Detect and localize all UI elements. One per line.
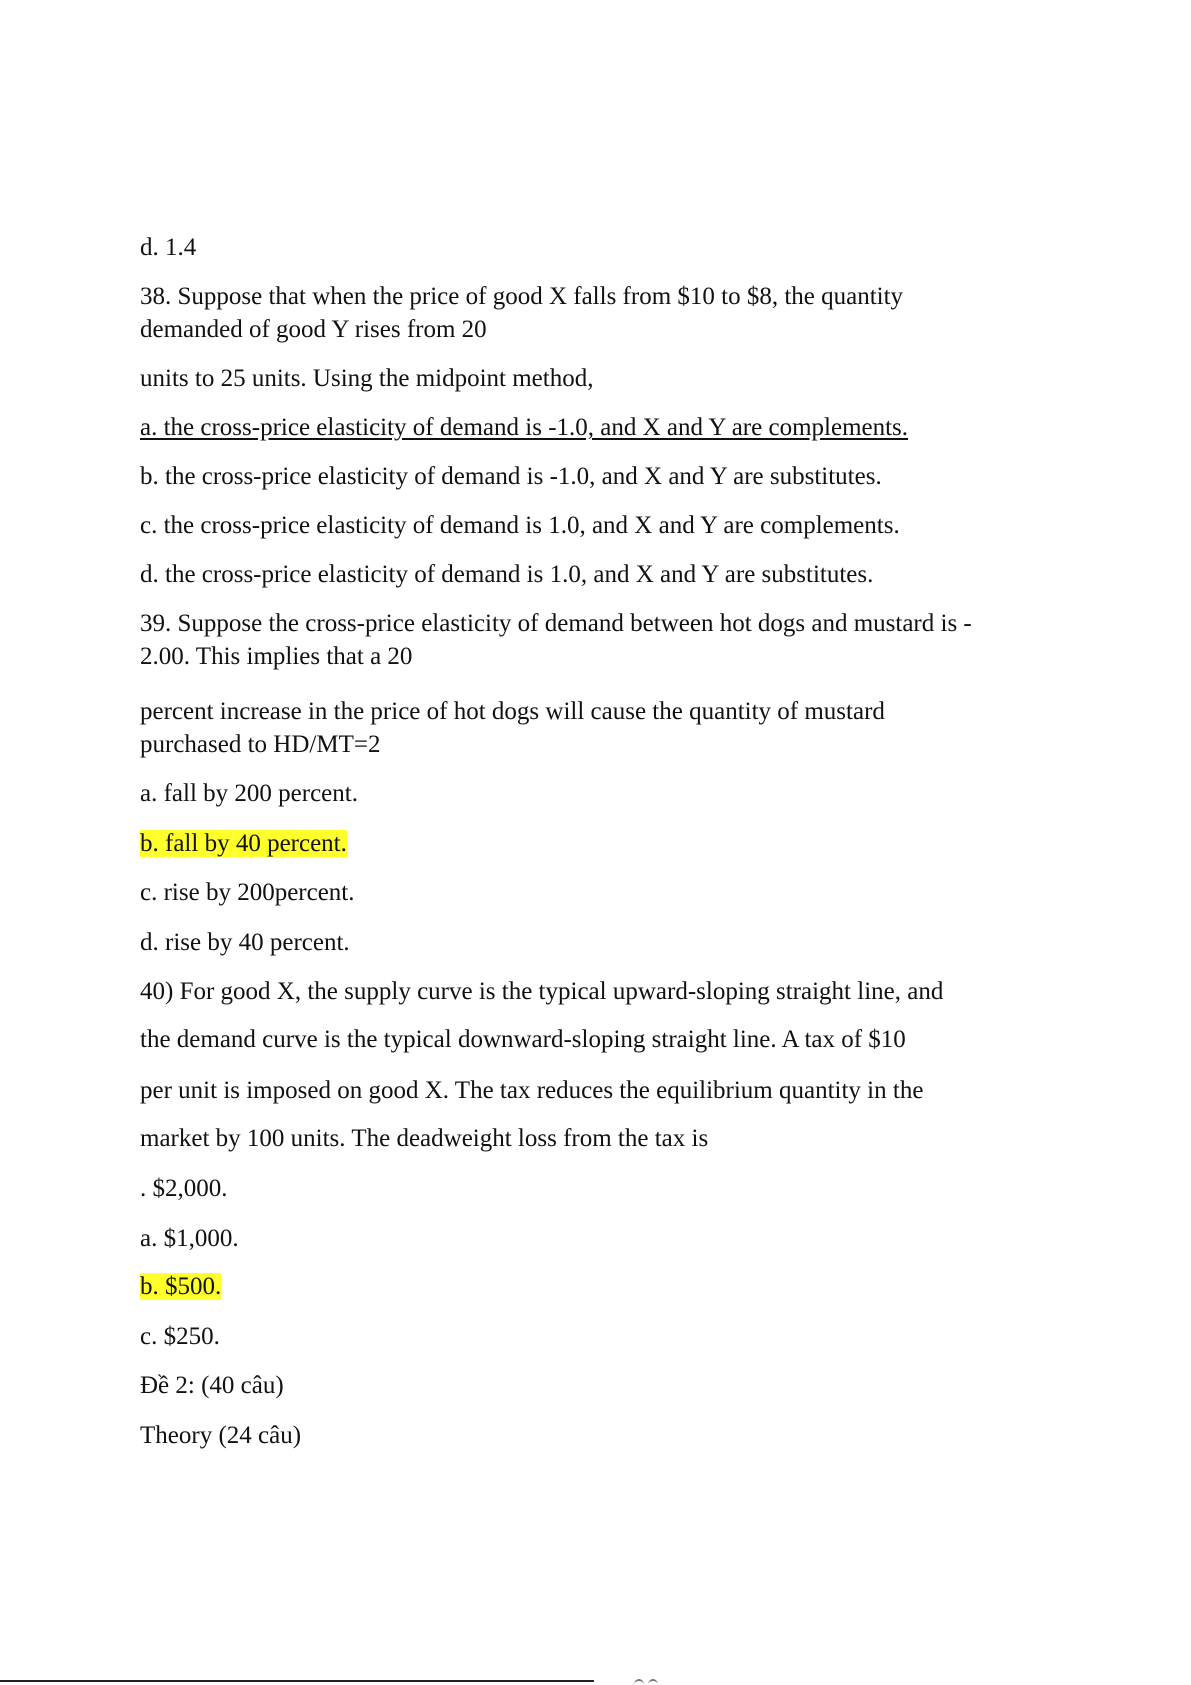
question-39-text: purchased to HD/MT=2 bbox=[140, 731, 381, 758]
answer-option: c. $250. bbox=[140, 1323, 220, 1350]
answer-option: a. fall by 200 percent. bbox=[140, 780, 358, 807]
question-39-text: percent increase in the price of hot dogs will cause the quantity of mustard bbox=[140, 698, 885, 725]
answer-option: d. 1.4 bbox=[140, 234, 197, 261]
page-number-fragment bbox=[630, 1677, 666, 1685]
highlighted-answer: b. $500. bbox=[140, 1273, 222, 1300]
answer-option: b. the cross-price elasticity of demand is -1.0, and X and Y are substitutes. bbox=[140, 463, 882, 490]
question-39-text: 39. Suppose the cross-price elasticity of demand between hot dogs and mustard is - bbox=[140, 610, 972, 637]
highlighted-answer: b. fall by 40 percent. bbox=[140, 830, 347, 857]
question-38-text: units to 25 units. Using the midpoint method, bbox=[140, 365, 594, 392]
question-40-text: per unit is imposed on good X. The tax reduces the equilibrium quantity in the bbox=[140, 1077, 924, 1104]
answer-option: c. the cross-price elasticity of demand is 1.0, and X and Y are complements. bbox=[140, 512, 900, 539]
section-heading: Theory (24 câu) bbox=[140, 1422, 302, 1449]
answer-option: d. the cross-price elasticity of demand is 1.0, and X and Y are substitutes. bbox=[140, 561, 874, 588]
footer-divider bbox=[0, 1680, 594, 1682]
answer-option-highlighted bbox=[140, 827, 347, 860]
section-heading: Đề 2: (40 câu) bbox=[140, 1372, 284, 1399]
question-40-text: market by 100 units. The deadweight loss from the tax is bbox=[140, 1125, 709, 1152]
question-38-text: 38. Suppose that when the price of good X falls from $10 to $8, the quantity bbox=[140, 283, 904, 310]
question-40-text: the demand curve is the typical downward-sloping straight line. A tax of $10 bbox=[140, 1026, 906, 1053]
answer-option: . $2,000. bbox=[140, 1175, 228, 1202]
answer-option: c. rise by 200percent. bbox=[140, 879, 355, 906]
question-40-text: 40) For good X, the supply curve is the typical upward-sloping straight line, and bbox=[140, 978, 944, 1005]
question-38-text: demanded of good Y rises from 20 bbox=[140, 316, 487, 343]
answer-option-correct: a. the cross-price elasticity of demand is -1.0, and X and Y are complements. bbox=[140, 414, 909, 441]
question-39-text: 2.00. This implies that a 20 bbox=[140, 643, 413, 670]
answer-option: a. $1,000. bbox=[140, 1225, 239, 1252]
answer-option: d. rise by 40 percent. bbox=[140, 929, 350, 956]
answer-option-highlighted bbox=[140, 1270, 221, 1303]
